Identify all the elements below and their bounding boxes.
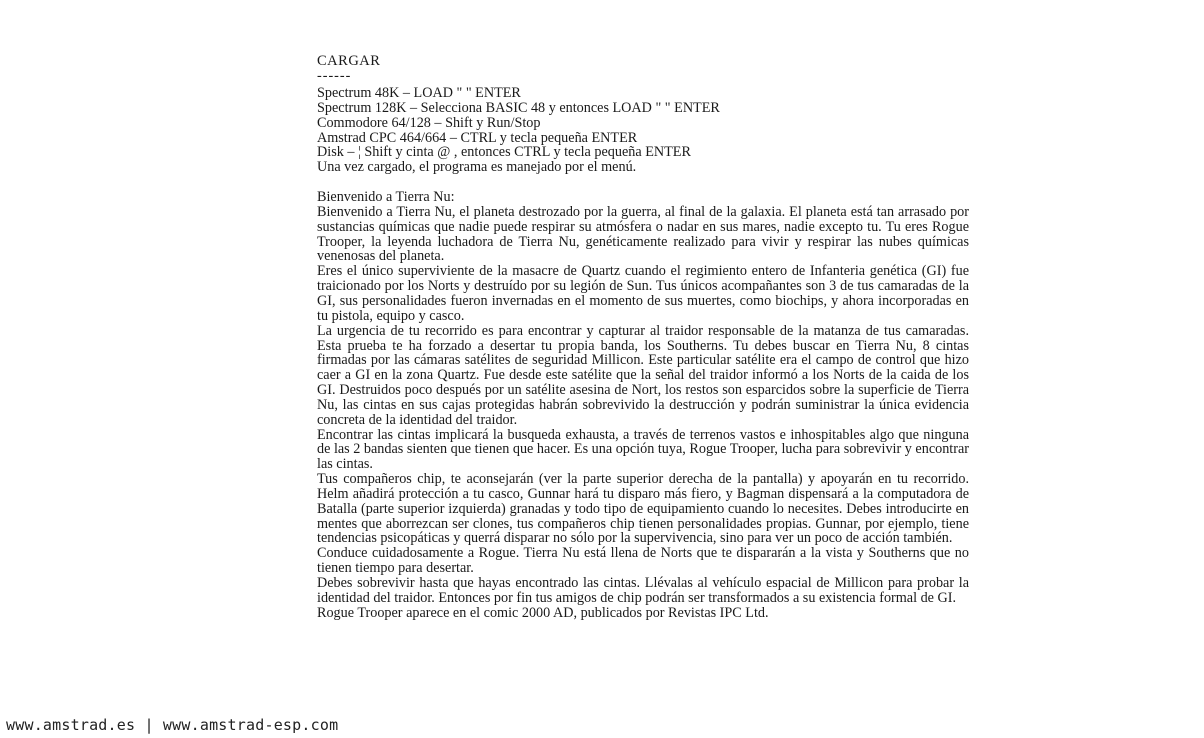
paragraph-goal: Debes sobrevivir hasta que hayas encontrado las cintas. Llévalas al vehículo espacial de Millicon para probar la identidad del traidor. Entonces por fin tus amigos de chip podrán ser transformados a su existencia formal de GI. — [317, 575, 969, 606]
title-underline: ------ — [317, 68, 352, 84]
story-text — [317, 205, 969, 621]
paragraph-chips: Tus compañeros chip, te aconsejarán (ver la parte superior derecha de la pantalla) y apoyarán en tu recorrido. Helm añadirá protección a tu casco, Gunnar hará tu disparo más fiero, y Bagman dispensará a la computadora de Batalla (parte superior izquierda) granadas y todo tipo de equipamiento cuando lo necesites. Debes introducirte en mentes que aborrezcan ser clones, tus compañeros chip tienen personalidades propias. Gunnar, por ejemplo, tiene tendencias psicopáticas y querrá disparar no sólo por la supervivencia, sino para ver un poco de acción también. — [317, 471, 969, 547]
load-line-disk: Disk – ¦ Shift y cinta @ , entonces CTRL y tecla pequeña ENTER — [317, 144, 691, 161]
paragraph-credits: Rogue Trooper aparece en el comic 2000 AD, publicados por Revistas IPC Ltd. — [317, 604, 769, 621]
paragraph-welcome: Bienvenido a Tierra Nu, el planeta destrozado por la guerra, al final de la galaxia. El planeta está tan arrasado por sustancias químicas que nadie puede respirar su atmósfera o nadar en sus mares, nadie excepto tu. Tu eres Rogue Trooper, la leyenda luchadora de Tierra Nu, genéticamente realizado para vivir y respirar las nubes químicas venenosas del planeta. — [317, 203, 969, 265]
spacer — [317, 175, 969, 190]
paragraph-mission: La urgencia de tu recorrido es para encontrar y capturar al traidor responsable de la matanza de tus camaradas. Esta prueba te ha forzado a desertar tu propia banda, los Southerns. Tu debes buscar en Tierra Nu, 8 cintas firmadas por las cámaras satélites de seguridad Millicon. Este particular satélite era el campo de control que hizo caer a GI en la zona Quartz. Fue desde este satélite que la señal del traidor informó a los Norts de la caida de los GI. Destruidos poco después por un satélite asesina de Nort, los restos son esparcidos sobre la superficie de Tierra Nu, las cintas en sus cajas protegidas habrán sobrevivido la destrucción y podrán suministrar la única evidencia concreta de la identidad del traidor. — [317, 322, 969, 428]
load-line-commodore: Commodore 64/128 – Shift y Run/Stop — [317, 114, 541, 131]
site-watermark: www.amstrad.es | www.amstrad-esp.com — [6, 716, 339, 734]
document-body — [317, 53, 969, 621]
section-title: CARGAR — [317, 53, 381, 69]
loading-instructions — [317, 86, 969, 175]
load-line-spectrum-48k: Spectrum 48K – LOAD " " ENTER — [317, 85, 521, 101]
load-line-spectrum-128k: Spectrum 128K – Selecciona BASIC 48 y entonces LOAD " " ENTER — [317, 99, 720, 116]
intro-heading: Bienvenido a Tierra Nu: — [317, 189, 455, 206]
paragraph-caution: Conduce cuidadosamente a Rogue. Tierra Nu está llena de Norts que te dispararán a la vista y Southerns que no tienen tiempo para desertar. — [317, 545, 969, 577]
load-line-amstrad: Amstrad CPC 464/664 – CTRL y tecla pequeña ENTER — [317, 129, 638, 146]
paragraph-search: Encontrar las cintas implicará la busqueda exhausta, a través de terrenos vastos e inhospitables algo que ninguna de las 2 bandas sienten que tienen que hacer. Es una opción tuya, Rogue Trooper, lucha para sobrevivir y encontrar las cintas. — [317, 426, 969, 473]
paragraph-survivor: Eres el único superviviente de la masacre de Quartz cuando el regimiento entero de Infanteria genética (GI) fue traicionado por los Norts y destruído por su legión de Sun. Tus únicos acompañantes son 3 de tus camaradas de la GI, sus personalidades fueron invernadas en el momento de sus muertes, como biochips, y ahora incorporadas en tu pistola, equipo y casco. — [317, 263, 969, 324]
load-line-menu-note: Una vez cargado, el programa es manejado por el menú. — [317, 159, 637, 176]
